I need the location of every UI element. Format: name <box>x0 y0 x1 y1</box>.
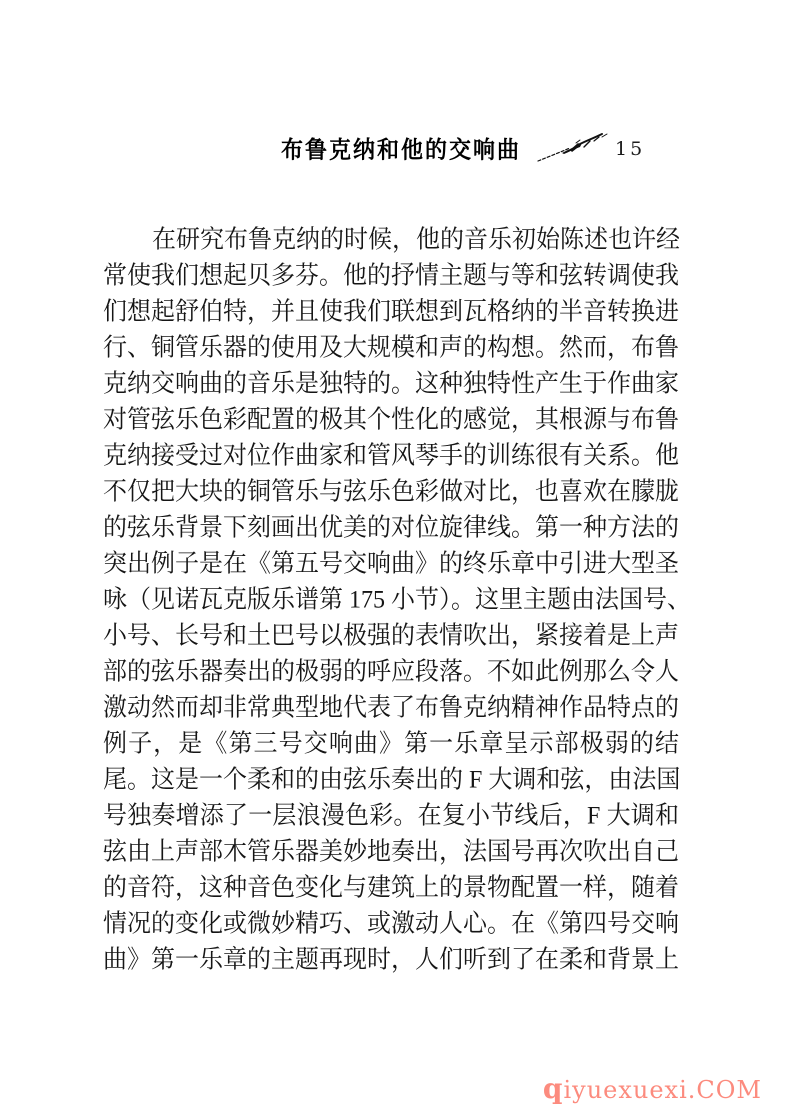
brush-flourish-icon <box>536 131 610 170</box>
page-number: 15 <box>615 138 646 160</box>
text-line: 激动然而却非常典型地代表了布鲁克纳精神作品特点的 <box>103 694 679 722</box>
text-line: 曲》第一乐章的主题再现时，人们听到了在柔和背景上 <box>103 946 679 974</box>
text-line: 对管弦乐色彩配置的极其个性化的感觉，其根源与布鲁 <box>103 406 679 434</box>
book-title: 布鲁克纳和他的交响曲 <box>281 137 522 164</box>
text-line: 克纳交响曲的音乐是独特的。这种独特性产生于作曲家 <box>103 370 679 398</box>
site-watermark: qiyuexuexi.COM <box>542 1072 762 1105</box>
text-line: 的音符，这种音色变化与建筑上的景物配置一样，随着 <box>103 874 679 902</box>
running-head <box>0 131 794 165</box>
body-text <box>103 222 691 978</box>
text-line: 的弦乐背景下刻画出优美的对位旋律线。第一种方法的 <box>103 514 679 542</box>
text-line: 部的弦乐器奏出的极弱的呼应段落。不如此例那么令人 <box>103 658 679 686</box>
text-line: 例子，是《第三号交响曲》第一乐章呈示部极弱的结 <box>103 730 679 758</box>
text-line: 常使我们想起贝多芬。他的抒情主题与等和弦转调使我 <box>103 262 679 290</box>
text-line: 弦由上声部木管乐器美妙地奏出，法国号再次吹出自己 <box>103 838 679 866</box>
text-line: 尾。这是一个柔和的由弦乐奏出的 F 大调和弦，由法国 <box>103 766 681 794</box>
text-line: 号独奏增添了一层浪漫色彩。在复小节线后，F 大调和 <box>103 802 679 830</box>
text-line: 们想起舒伯特，并且使我们联想到瓦格纳的半音转换进 <box>103 298 679 326</box>
text-line: 小号、长号和土巴号以极强的表情吹出，紧接着是上声 <box>103 622 679 650</box>
text-line: 突出例子是在《第五号交响曲》的终乐章中引进大型圣 <box>103 550 679 578</box>
text-line: 克纳接受过对位作曲家和管风琴手的训练很有关系。他 <box>103 442 679 470</box>
text-line: 行、铜管乐器的使用及大规模和声的构想。然而，布鲁 <box>103 334 679 362</box>
text-line: 情况的变化或微妙精巧、或激动人心。在《第四号交响 <box>103 910 679 938</box>
text-line: 在研究布鲁克纳的时候，他的音乐初始陈述也许经 <box>152 226 680 254</box>
text-line: 不仅把大块的铜管乐与弦乐色彩做对比，也喜欢在朦胧 <box>103 478 679 506</box>
text-line: 咏（见诺瓦克版乐谱第 175 小节）。这里主题由法国号、 <box>103 586 691 614</box>
